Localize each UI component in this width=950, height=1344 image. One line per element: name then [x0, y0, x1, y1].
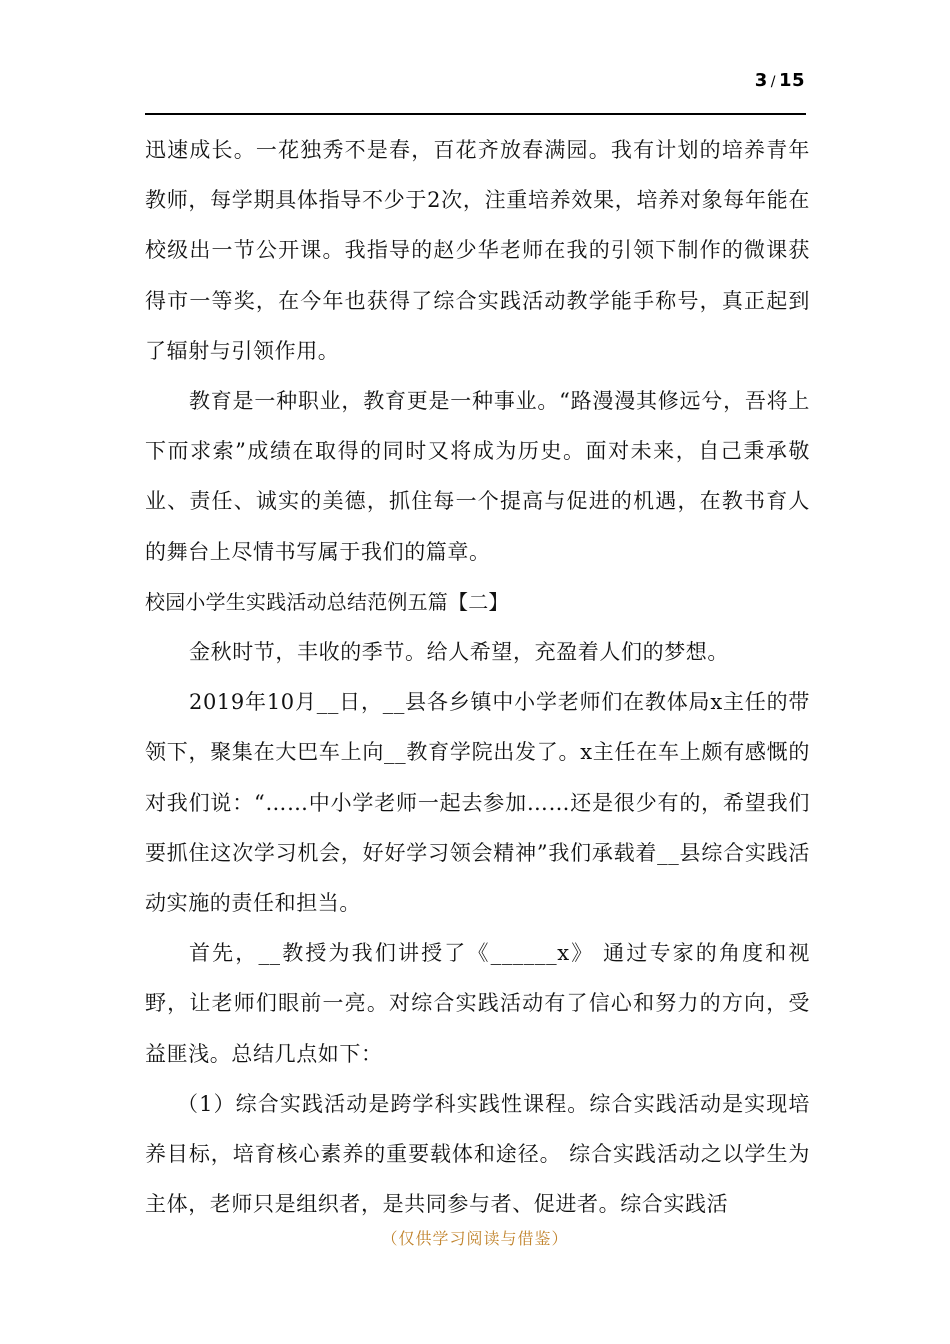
paragraph-lecture: 首先，__教授为我们讲授了《______x》 通过专家的角度和视野，让老师们眼前一亮。对综合实践活动有了信心和努力的方向，受益匪浅。总结几点如下：	[145, 941, 810, 1066]
section-heading: 校园小学生实践活动总结范例五篇【二】	[145, 589, 509, 614]
page-number	[755, 70, 805, 91]
header-divider	[145, 113, 806, 115]
paragraph-education-career: 教育是一种职业，教育更是一种事业。“路漫漫其修远兮，吾将上下而求索”成绩在取得的同时又将成为历史。面对未来，自己秉承敬业、责任、诚实的美德，抓住每一个提高与促进的机遇，在教书育人的舞台上尽情书写属于我们的篇章。	[145, 389, 810, 564]
paragraph-continuation: 迅速成长。一花独秀不是春，百花齐放春满园。我有计划的培养青年教师，每学期具体指导不少于2次，注重培养效果，培养对象每年能在校级出一节公开课。我指导的赵少华老师在我的引领下制作的微课获得市一等奖，在今年也获得了综合实践活动教学能手称号，真正起到了辐射与引领作用。	[145, 138, 810, 363]
paragraph-point-1: （1）综合实践活动是跨学科实践性课程。综合实践活动是实现培养目标，培育核心素养的重要载体和途径。 综合实践活动之以学生为主体，老师只是组织者，是共同参与者、促进者。综合实践活	[145, 1091, 810, 1217]
document-body	[145, 125, 810, 1229]
paragraph-trip: 2019年10月__日，__县各乡镇中小学老师们在教体局x主任的带领下，聚集在大巴车上向__教育学院出发了。x主任在车上颇有感慨的对我们说：“……中小学老师一起去参加……还是很少有的，希望我们要抓住这次学习机会，好好学习领会精神”我们承载着__县综合实践活动实施的责任和担当。	[145, 690, 810, 916]
footer-disclaimer: （仅供学习阅读与借鉴）	[381, 1229, 569, 1248]
page-separator: /	[770, 74, 776, 90]
paragraph-autumn: 金秋时节，丰收的季节。给人希望，充盈着人们的梦想。	[189, 640, 729, 665]
page-current: 3	[754, 70, 768, 91]
page-total: 15	[778, 70, 805, 91]
